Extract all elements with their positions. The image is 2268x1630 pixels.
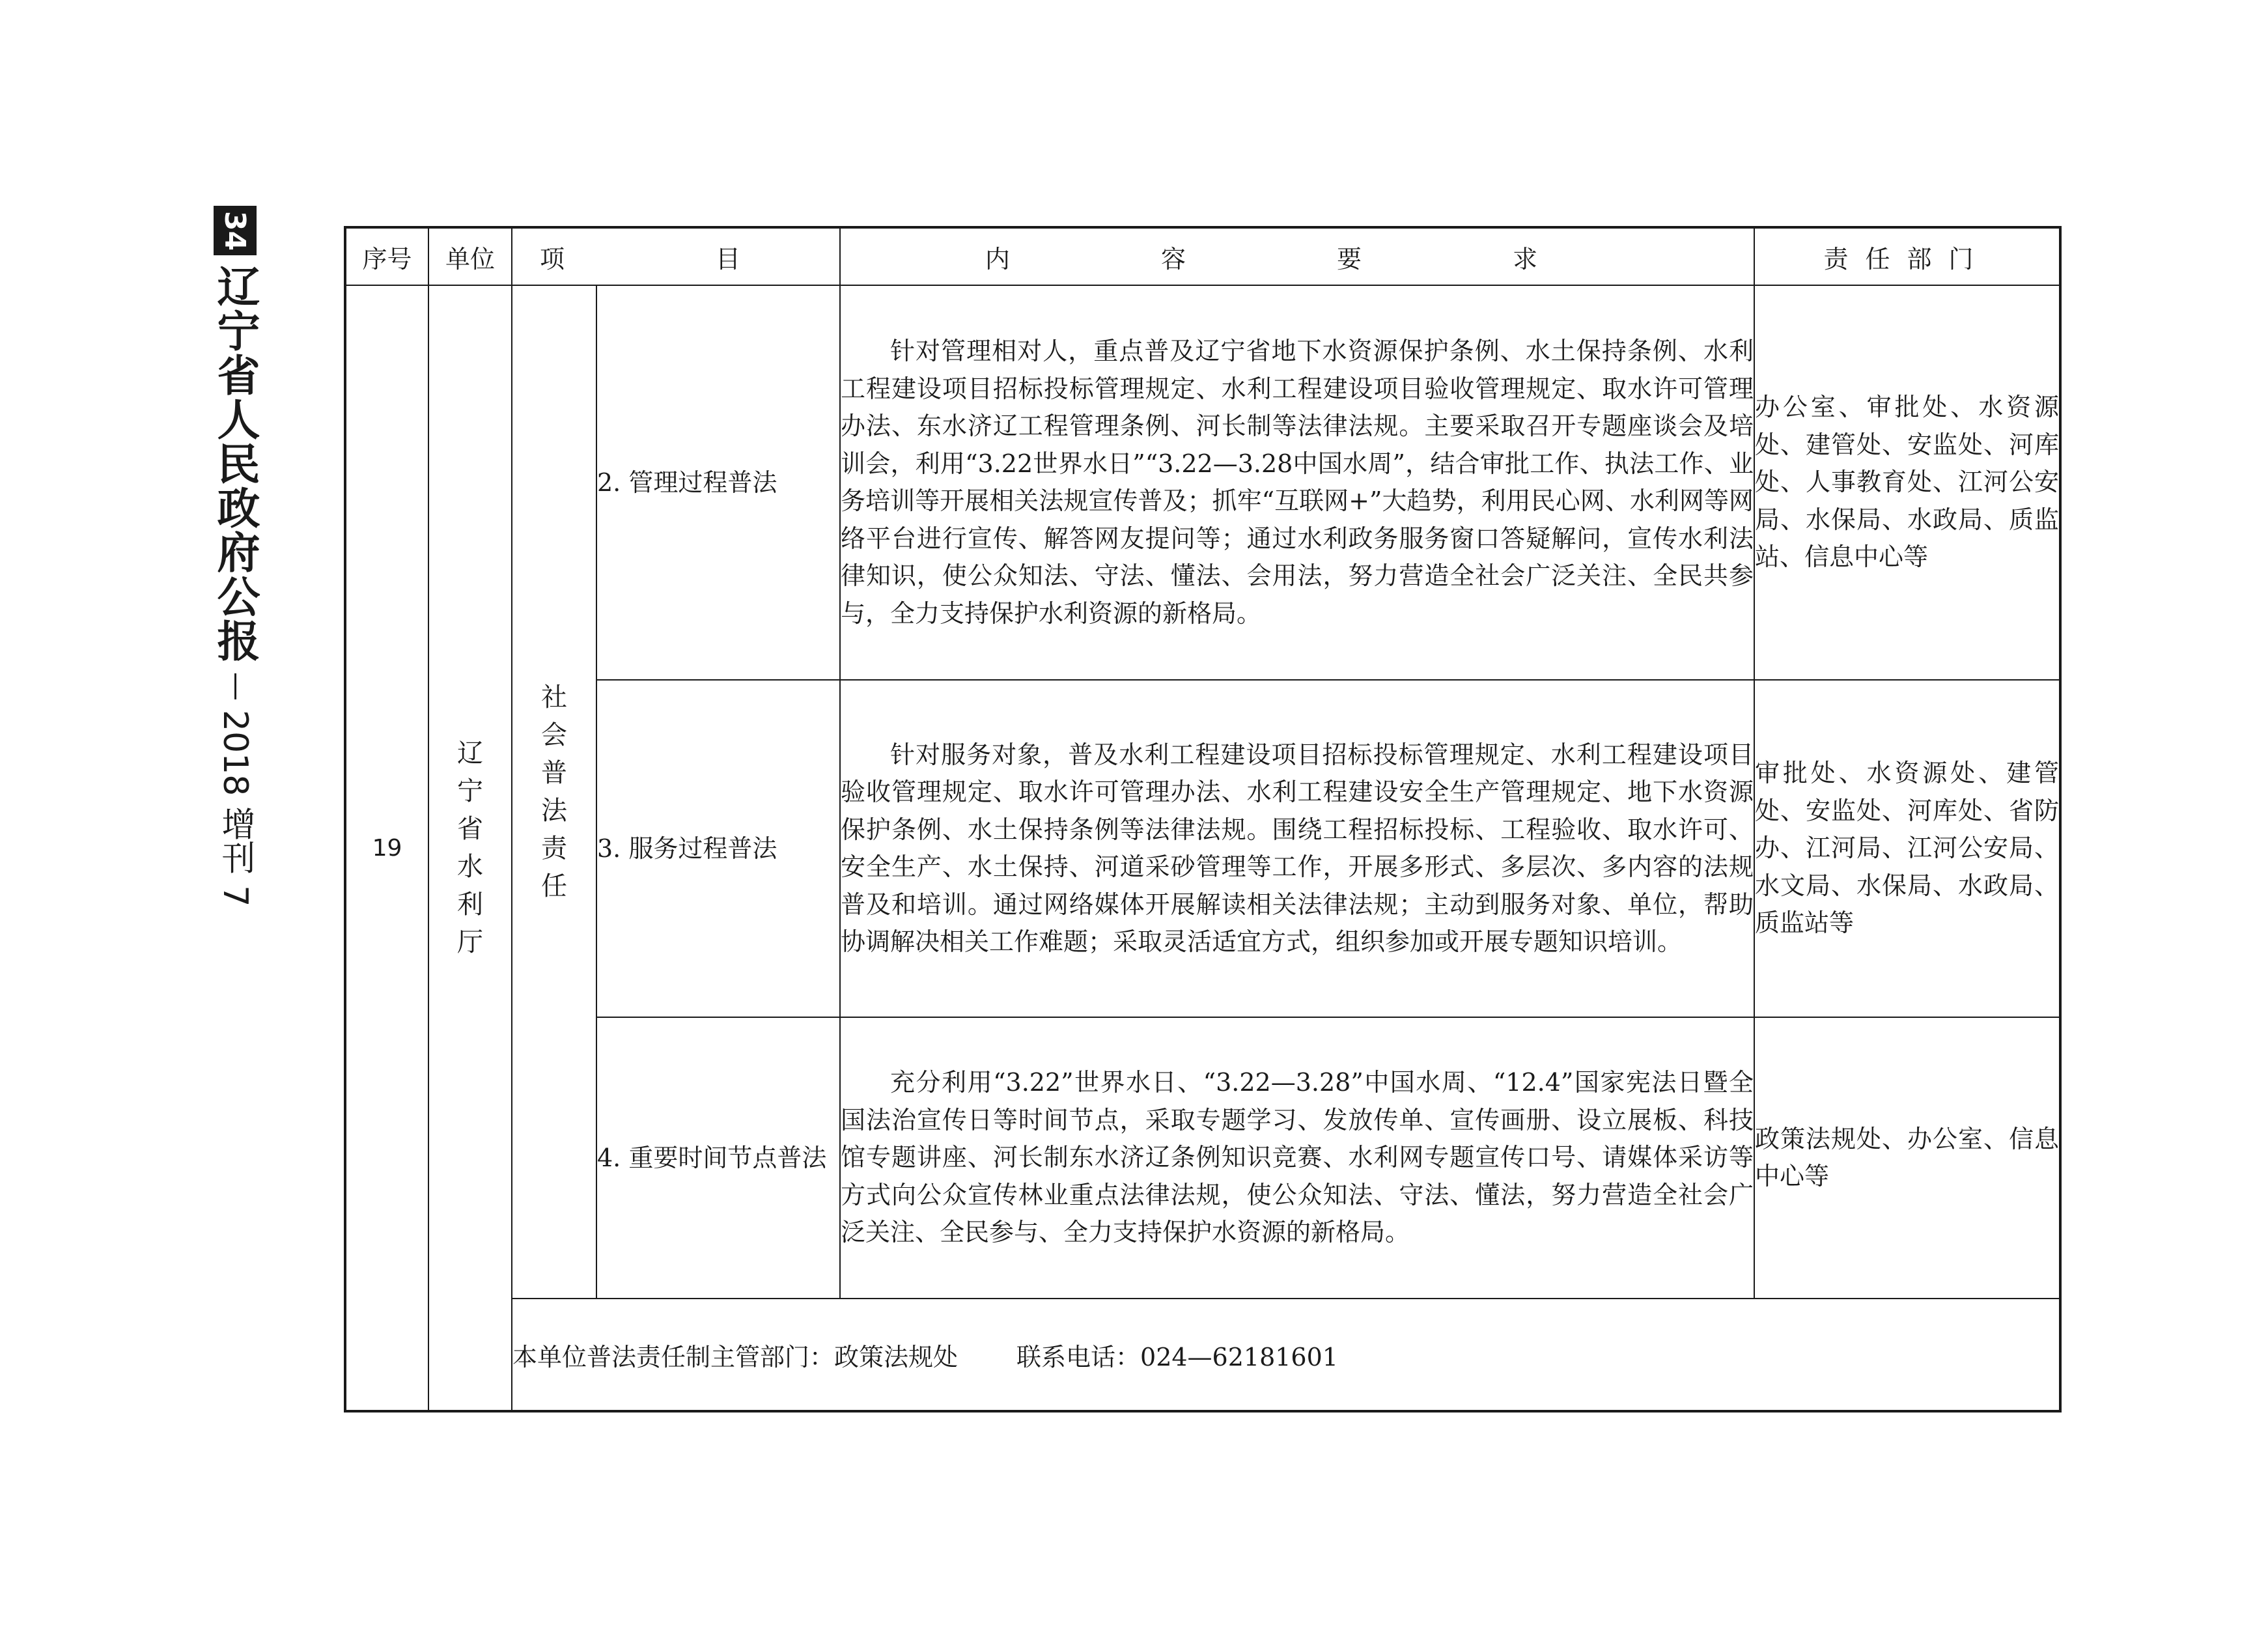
item-cell <box>596 680 840 1017</box>
table-row <box>345 1017 2060 1299</box>
dept-cell: 政策法规处、办公室、信息中心等 <box>1754 1017 2060 1299</box>
footer-cell <box>512 1299 2060 1411</box>
category-cell <box>512 285 596 1299</box>
footer-row <box>345 1299 2060 1411</box>
issue-label: 2018 增刊 7 <box>216 710 255 907</box>
item-label: 4. 重要时间节点普法 <box>597 1144 827 1172</box>
content-cell <box>840 285 1754 680</box>
header-content: 内 容 要 求 <box>840 227 1754 285</box>
content-text: 充分利用“3.22”世界水日、“3.22—3.28”中国水周、“12.4”国家宪法日暨全国法治宣传日等时间节点，采取专题学习、发放传单、宣传画册、设立展板、科技馆专题讲座、河长制东水济辽条例知识竞赛、水利网专题宣传口号、请媒体采访等方式向公众宣传林业重点法律法规，使公众知法、守法、懂法，努力营造全社会广泛关注、全民参与、全力支持保护水资源的新格局。 <box>841 1068 1754 1247</box>
header-project: 项 目 <box>512 227 840 285</box>
running-header <box>206 206 264 906</box>
header-dept: 责任部门 <box>1754 227 2060 285</box>
item-cell <box>596 285 840 680</box>
content-text: 针对管理相对人，重点普及辽宁省地下水资源保护条例、水土保持条例、水利工程建设项目招标投标管理规定、水利工程建设项目验收管理规定、取水许可管理办法、东水济辽工程管理条例、河长制等法律法规。主要采取召开专题座谈会及培训会，利用“3.22世界水日”“3.22—3.28中国水周”，结合审批工作、执法工作、业务培训等开展相关法规宣传普及；抓牢“互联网+”大趋势，利用民心网、水利网等网络平台进行宣传、解答网友提问等；通过水利政务服务窗口答疑解问，宣传水利法律知识，使公众知法、守法、懂法、会用法，努力营造全社会广泛关注、全民共参与，全力支持保护水利资源的新格局。 <box>841 337 1754 628</box>
unit-cell <box>428 285 512 1411</box>
table-row <box>345 285 2060 680</box>
header-row <box>345 227 2060 285</box>
header-divider <box>234 673 236 699</box>
dept-cell: 审批处、水资源处、建管处、安监处、河库处、省防办、江河局、江河公安局、水文局、水保局、水政局、质监站等 <box>1754 680 2060 1017</box>
responsibility-table <box>344 226 2062 1412</box>
item-label: 2. 管理过程普法 <box>597 468 777 497</box>
item-cell <box>596 1017 840 1299</box>
content-cell <box>840 1017 1754 1299</box>
content-cell <box>840 680 1754 1017</box>
journal-title: 辽宁省人民政府公报 <box>210 264 260 663</box>
item-label: 3. 服务过程普法 <box>597 834 777 863</box>
footer-dept: 本单位普法责任制主管部门：政策法规处 <box>512 1342 959 1371</box>
unit-name: 辽宁省水利厅 <box>457 738 483 957</box>
dept-cell: 办公室、审批处、水资源处、建管处、安监处、河库处、人事教育处、江河公安局、水保局、水政局、质监站、信息中心等 <box>1754 285 2060 680</box>
seq-cell: 19 <box>345 285 428 1411</box>
header-seq: 序号 <box>345 227 428 285</box>
content-text: 针对服务对象，普及水利工程建设项目招标投标管理规定、水利工程建设项目验收管理规定、取水许可管理办法、水利工程建设安全生产管理规定、地下水资源保护条例、水土保持条例等法律法规。围绕工程招标投标、工程验收、取水许可、安全生产、水土保持、河道采砂管理等工作，开展多形式、多层次、多内容的法规普及和培训。通过网络媒体开展解读相关法律法规；主动到服务对象、单位，帮助协调解决相关工作难题；采取灵活适宜方式，组织参加或开展专题知识培训。 <box>841 740 1754 956</box>
header-unit: 单位 <box>428 227 512 285</box>
category-name: 社会普法责任 <box>541 682 567 901</box>
page-number-badge <box>214 206 257 255</box>
page-number: 34 <box>218 210 252 251</box>
table-row <box>345 680 2060 1017</box>
footer-phone: 联系电话：024—62181601 <box>1016 1342 1338 1371</box>
